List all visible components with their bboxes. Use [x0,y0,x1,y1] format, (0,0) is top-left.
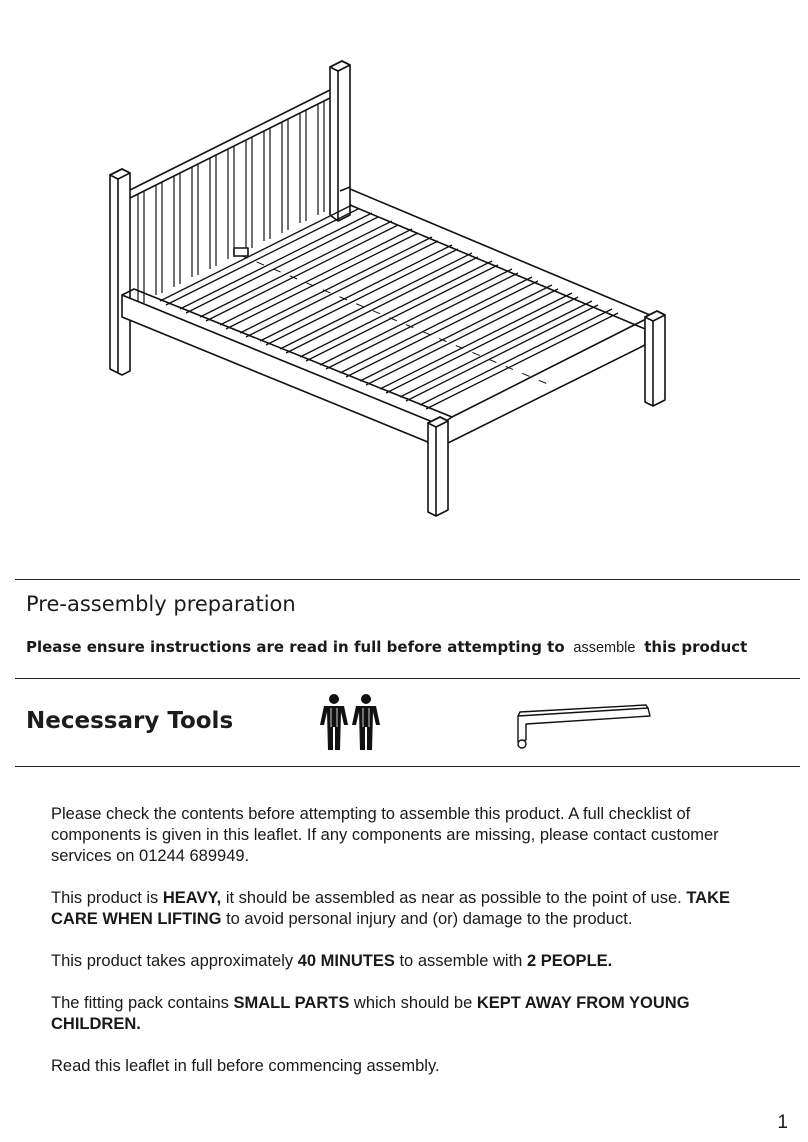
pre-assembly-subtitle [26,638,747,656]
text-span: The fitting pack contains [51,994,234,1012]
page-number: 1 [777,1112,788,1133]
divider-middle [15,678,800,679]
text-span: This product takes approximately [51,952,298,970]
bold-text: 2 PEOPLE. [526,952,613,970]
divider-bottom [15,766,800,767]
text-span: which should be [349,994,477,1012]
divider-top [15,579,800,580]
paragraph-read-leaflet: Read this leaflet in full before commencing assembly. [51,1057,440,1075]
subtitle-part2: assemble [573,640,636,656]
allen-key-icon [512,704,654,752]
paragraph-small-parts [51,993,751,1035]
instructions-body [51,804,751,1098]
bold-text: HEAVY, [162,889,222,907]
bold-text: SMALL PARTS [233,994,350,1012]
pre-assembly-title: Pre-assembly preparation [26,592,296,616]
bold-text: KEPT AWAY FROM YOUNG CHILDREN. [51,994,690,1033]
paragraph-contents-check: Please check the contents before attempting to assemble this product. A full checklist of components is given in this leaflet. If any components are missing, please contact customer services on 01244 689949. [51,805,719,865]
bed-frame-illustration [100,55,680,525]
text-span: This product is [51,889,163,907]
bold-text: 40 MINUTES [297,952,395,970]
text-span: to avoid personal injury and (or) damage to the product. [221,910,633,928]
text-span: to assemble with [394,952,527,970]
two-people-icon [318,693,384,751]
necessary-tools-title: Necessary Tools [26,708,234,734]
paragraph-heavy-warning [51,888,751,930]
bold-text: TAKE CARE WHEN LIFTING [51,889,731,928]
subtitle-part3: this product [644,638,748,656]
subtitle-part1: Please ensure instructions are read in full before attempting to [26,638,565,656]
paragraph-assembly-time [51,951,751,972]
text-span: it should be assembled as near as possible to the point of use. [221,889,687,907]
